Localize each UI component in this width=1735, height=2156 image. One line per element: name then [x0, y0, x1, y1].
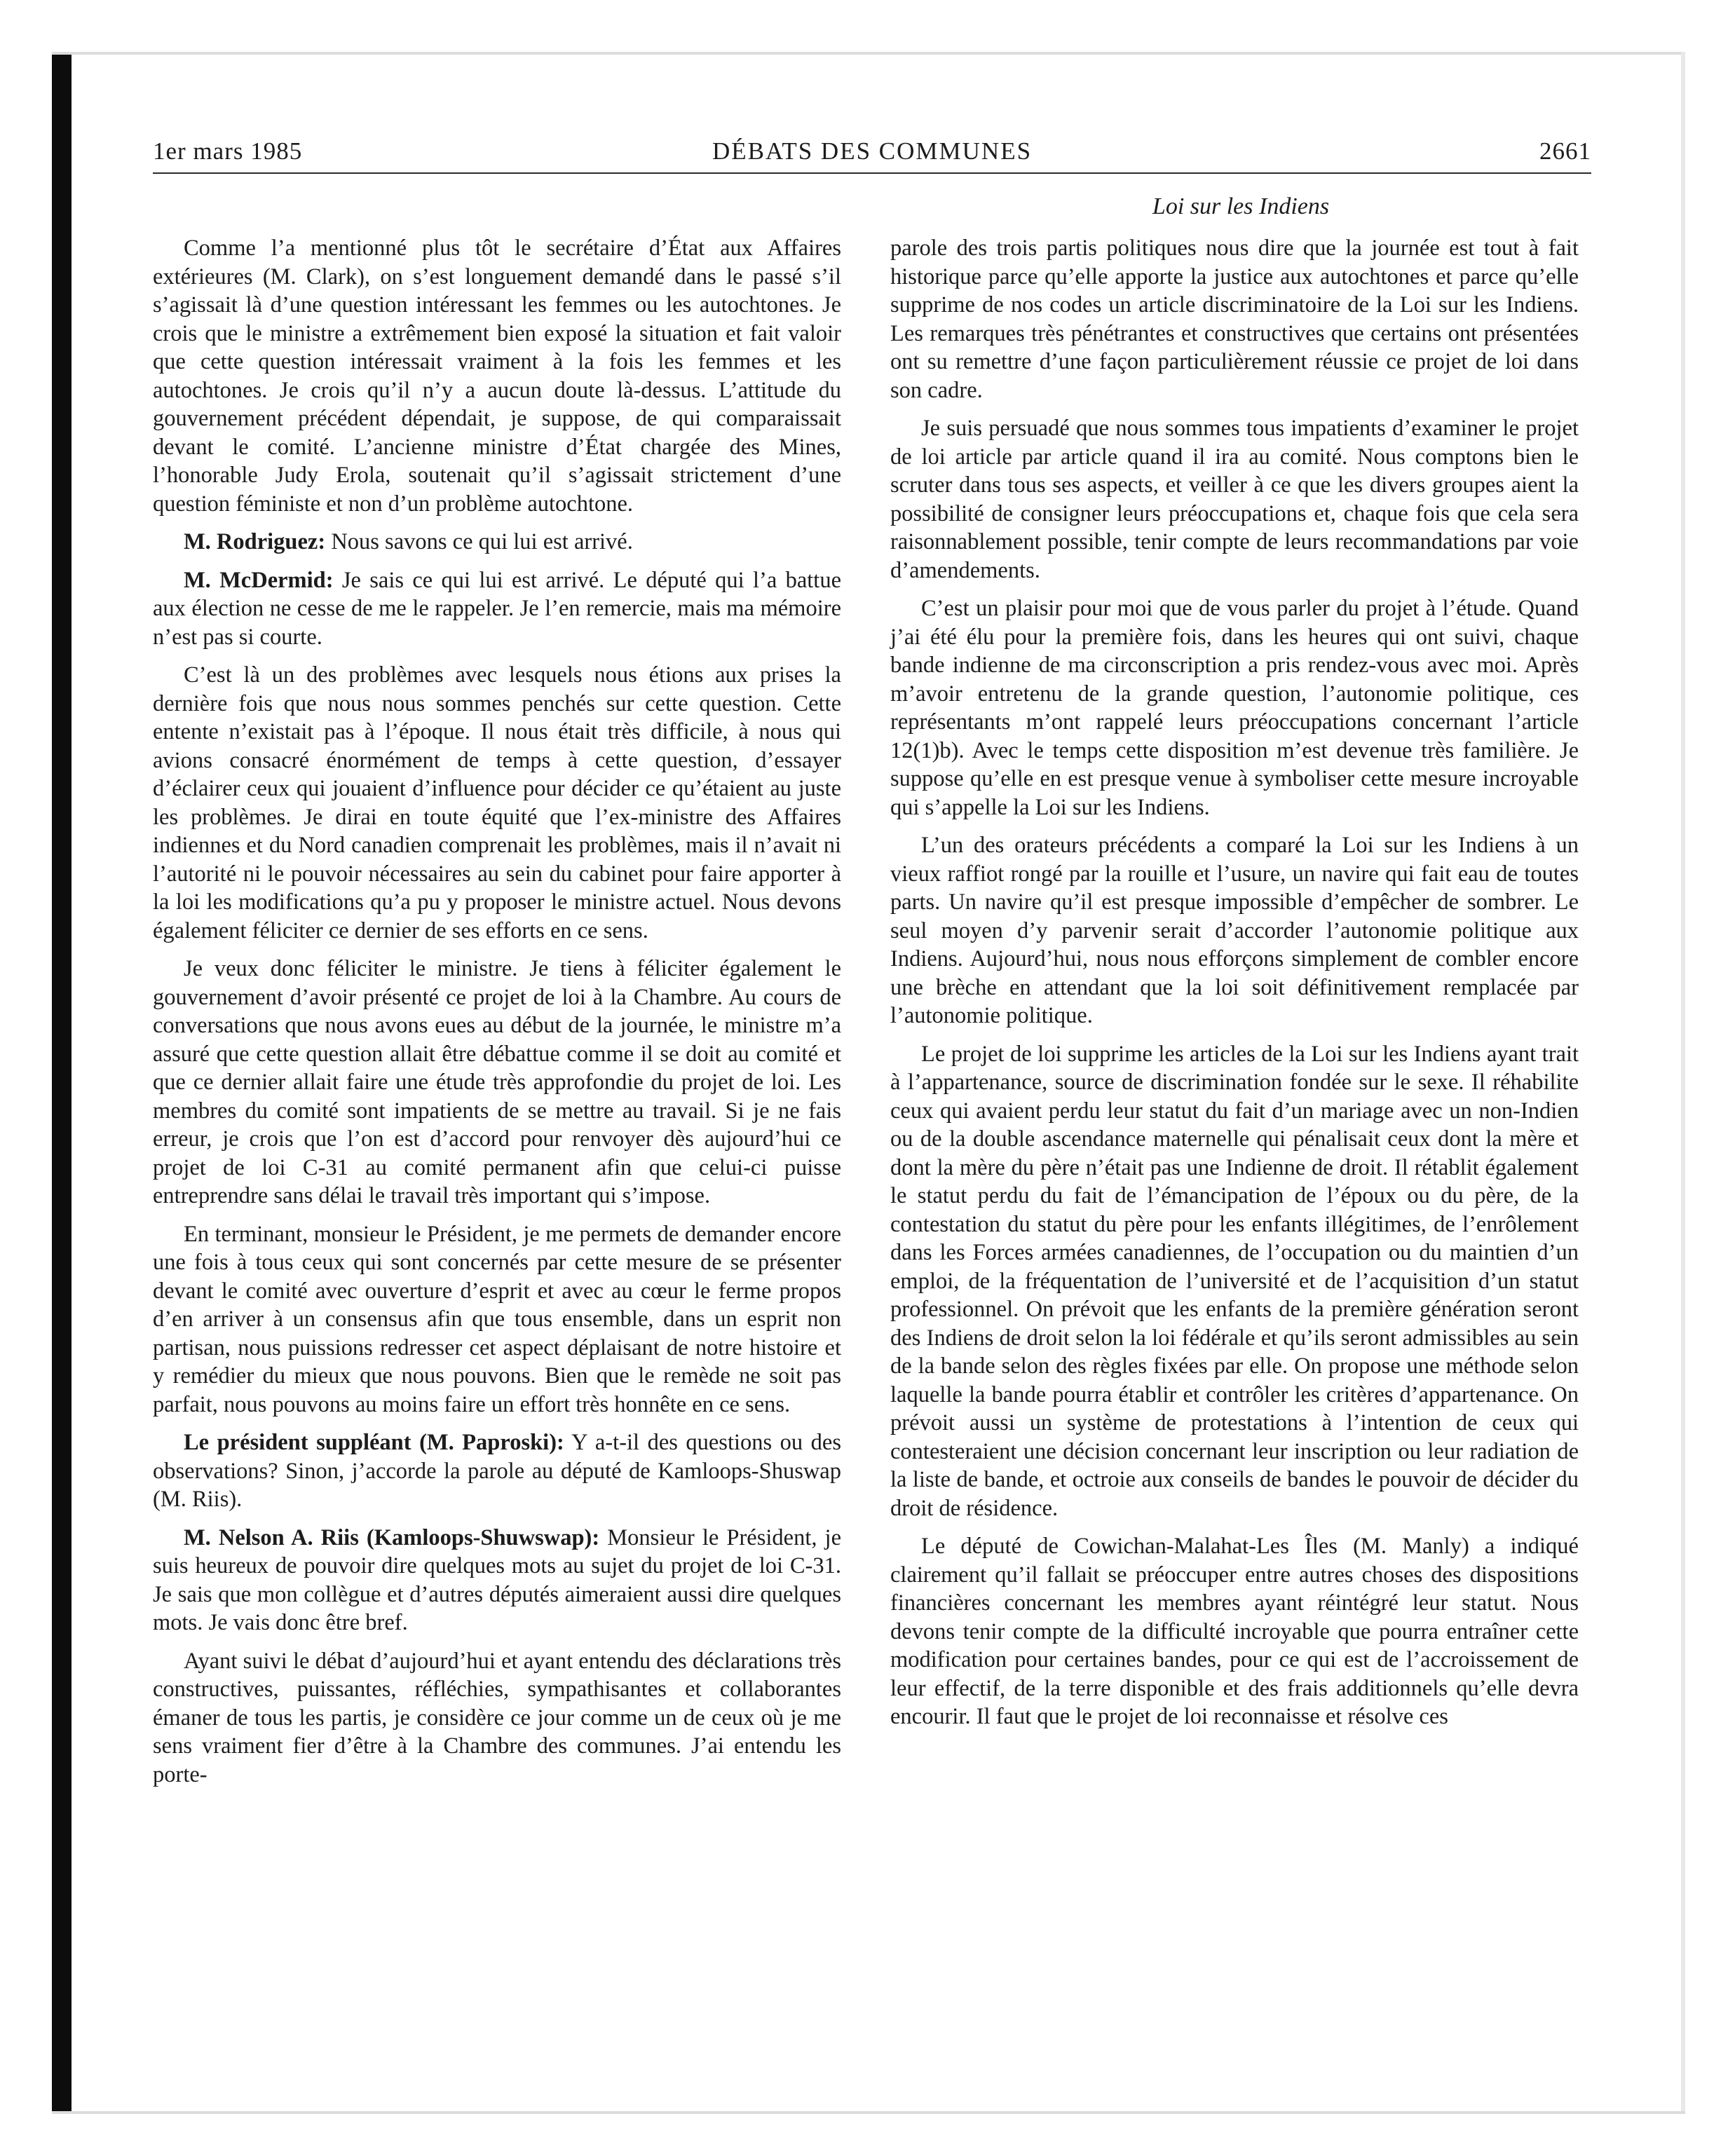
paragraph-text: Y a-t-il des questions ou des observations? Sinon, j’accorde la parole au député de Kamloops-Shuswap (M. Riis).: [153, 1430, 841, 1512]
right-column: [890, 234, 1579, 1741]
speaker-name: M. Nelson A. Riis (Kamloops-Shuwswap):: [184, 1524, 600, 1550]
running-head: [153, 137, 1591, 174]
paragraph: [153, 1428, 841, 1514]
paragraph: [153, 955, 841, 1210]
speaker-name: M. McDermid:: [184, 567, 334, 593]
paragraph: [890, 594, 1579, 821]
paragraph-text: Le député de Cowichan-Malahat-Les Îles (M. Manly) a indiqué clairement qu’il fallait se préoccuper entre autres choses des dispositions financières concernant les membres ayant réintégré leur statut. Nous devons tenir compte de la difficulté incroyable que pourra entraîner cette modification pour certaines bandes, pour ce qui est de l’accroissement de leur effectif, de la terre disponible et des frais additionnels qu’elle devra encourir. Il faut que le projet de loi reconnaisse et résolve ces: [890, 1534, 1579, 1729]
paragraph-text: Comme l’a mentionné plus tôt le secrétaire d’État aux Affaires extérieures (M. Clark), on s’est longuement demandé dans le passé s’il s’agissait là d’une question intéressant les femmes ou les autochtones. Je crois que le ministre a extrêmement bien exposé la situation et fait valoir que cette question intéressait vraiment à la fois les femmes et les autochtones. Je crois qu’il n’y a aucun doute là-dessus. L’attitude du gouvernement précédent dépendait, je suppose, de qui comparaissait devant le comité. L’ancienne ministre d’État chargée des Mines, l’honorable Judy Erola, soutenait qu’il s’agissait strictement d’une question féministe et non d’un problème autochtone.: [153, 236, 841, 517]
paragraph-text: Je suis persuadé que nous sommes tous impatients d’examiner le projet de loi article par article quand il ira au comité. Nous comptons bien le scruter dans tous ses aspects, et veiller à ce que les divers groupes aient la possibilité de consigner leurs préoccupations et, chaque fois que cela sera raisonnablement possible, tenir compte de leurs recommandations par voie d’amendements.: [890, 416, 1579, 583]
header-title: DÉBATS DES COMMUNES: [712, 137, 1033, 165]
scan-bottom-edge: [52, 2111, 1685, 2114]
paragraph: [890, 414, 1579, 585]
paragraph: [890, 234, 1579, 404]
paragraph: [153, 1647, 841, 1789]
paragraph: [890, 831, 1579, 1030]
paragraph-text: Monsieur le Président, je suis heureux de pouvoir dire quelques mots au sujet du projet de loi C-31. Je sais que mon collègue et d’autres députés aimeraient aussi dire quelques mots. Je vais donc être bref.: [153, 1524, 841, 1635]
left-column: [153, 234, 841, 1799]
paragraph: [153, 661, 841, 945]
paragraph-text: Le projet de loi supprime les articles de la Loi sur les Indiens ayant trait à l’appartenance, source de discrimination fondée sur le sexe. Il réhabilite ceux qui avaient perdu leur statut du fait d’un mariage avec un non-Indien ou de la double ascendance maternelle qui pénalisait ceux dont la mère et dont la mère du père n’était pas une Indienne de droit. Il rétablit également le statut perdu du fait de l’émancipation de l’époux ou du père, de la contestation du statut du père pour les enfants illégitimes, de l’enrôlement dans les Forces armées canadiennes, de l’occupation ou du maintien d’un emploi, de la fréquentation de l’université et de l’acquisition d’un statut professionnel. On prévoit que les enfants de la première génération seront des Indiens de droit selon la loi fédérale et qu’ils seront admissibles au sein de la bande selon des règles fixées par elle. On propose une méthode selon laquelle la bande pourra établir et contrôler les critères d’appartenance. On prévoit aussi un système de protestations à l’intention de ceux qui contesteraient une décision concernant leur inscription ou leur radiation de la liste de bande, et octroie aux conseils de bandes le pouvoir de décider du droit de résidence.: [890, 1041, 1579, 1521]
paragraph-text: L’un des orateurs précédents a comparé la Loi sur les Indiens à un vieux raffiot rongé par la rouille et l’usure, un navire qui fait eau de toutes parts. Un navire qu’il est presque impossible d’empêcher de sombrer. Le seul moyen d’y parvenir serait d’accorder l’autonomie politique aux Indiens. Aujourd’hui, nous nous efforçons simplement de combler encore une brèche en attendant que la loi soit définitivement remplacée par l’autonomie politique.: [890, 833, 1579, 1028]
paragraph: [153, 1524, 841, 1637]
paragraph: [153, 566, 841, 652]
speaker-name: Le président suppléant (M. Paproski):: [184, 1430, 564, 1455]
paragraph: [153, 528, 841, 557]
paragraph-text: C’est là un des problèmes avec lesquels nous étions aux prises la dernière fois que nous nous sommes penchés sur cette question. Cette entente n’existait pas à l’époque. Il nous était très difficile, à nous qui avions consacré énormément de temps à cette question, d’essayer d’éclairer ceux qui jouaient d’influence pour décider ce qu’étaient au juste les problèmes. Je dirai en toute équité que l’ex-ministre des Affaires indiennes et du Nord canadien comprenait les problèmes, mais il n’avait ni l’autorité ni le pouvoir nécessaires au sein du cabinet pour faire apporter à la loi les modifications qu’a pu y proposer le ministre actuel. Nous devons également féliciter ce dernier de ses efforts en ce sens.: [153, 662, 841, 943]
paragraph-text: Je sais ce qui lui est arrivé. Le député qui l’a battue aux élection ne cesse de me le rappeler. Je l’en remercie, mais ma mémoire n’est pas si courte.: [153, 567, 841, 650]
scan-edge-bar: [52, 52, 72, 2114]
scan-right-edge: [1681, 52, 1685, 2114]
paragraph-text: Ayant suivi le débat d’aujourd’hui et ayant entendu des déclarations très constructives, puissantes, réfléchies, sympathisantes et collaborantes émaner de tous les partis, je considère ce jour comme un de ceux où je me sens vraiment fier d’être à la Chambre des communes. J’ai entendu les porte-: [153, 1648, 841, 1787]
paragraph: [890, 1040, 1579, 1523]
header-date: 1er mars 1985: [153, 137, 303, 165]
paragraph: [153, 1220, 841, 1419]
paragraph-text: Nous savons ce qui lui est arrivé.: [325, 529, 633, 554]
paragraph-text: Je veux donc féliciter le ministre. Je tiens à féliciter également le gouvernement d’avoir présenté ce projet de loi à la Chambre. Au cours de conversations que nous avons eues au début de la journée, le ministre m’a assuré que cette question allait être débattue comme il se doit au comité et que ce dernier allait faire une étude très approfondie du projet de loi. Les membres du comité sont impatients de se mettre au travail. Si je ne fais erreur, je crois que l’on est d’accord pour renvoyer dès aujourd’hui ce projet de loi C-31 au comité permanent afin que celui-ci puisse entreprendre sans délai le travail très important qui s’impose.: [153, 956, 841, 1208]
paragraph: [153, 234, 841, 518]
paragraph-text: En terminant, monsieur le Président, je me permets de demander encore une fois à tous ceux qui sont concernés par cette mesure de se présenter devant le comité avec ouverture d’esprit et avec au cœur le ferme propos d’en arriver à un consensus afin que tous ensemble, dans un esprit non partisan, nous puissions redresser cet aspect déplaisant de notre histoire et y remédier du mieux que nous pouvons. Bien que le remède ne soit pas parfait, nous pouvons au moins faire un effort très honnête en ce sens.: [153, 1221, 841, 1417]
scan-top-edge: [52, 52, 1685, 55]
paragraph: [890, 1532, 1579, 1731]
speaker-name: M. Rodriguez:: [184, 529, 326, 554]
section-title: Loi sur les Indiens: [1152, 193, 1330, 219]
paragraph-text: parole des trois partis politiques nous dire que la journée est tout à fait historique parce qu’elle apporte la justice aux autochtones et parce qu’elle supprime de nos codes un article discriminatoire de la Loi sur les Indiens. Les remarques très pénétrantes et constructives que certains ont présentées ont su remettre d’une façon particulièrement réussie ce projet de loi dans son cadre.: [890, 236, 1579, 403]
paragraph-text: C’est un plaisir pour moi que de vous parler du projet à l’étude. Quand j’ai été élu pour la première fois, dans les heures qui ont suivi, chaque bande indienne de ma circonscription a pris rendez-vous avec moi. Après m’avoir entretenu de la grande question, l’autonomie politique, ces représentants m’ont rappelé leurs préoccupations concernant l’article 12(1)b). Avec le temps cette disposition m’est devenue très familière. Je suppose qu’elle en est presque venue à symboliser cette mesure incroyable qui s’appelle la Loi sur les Indiens.: [890, 596, 1579, 820]
page-number: 2661: [1539, 137, 1591, 165]
